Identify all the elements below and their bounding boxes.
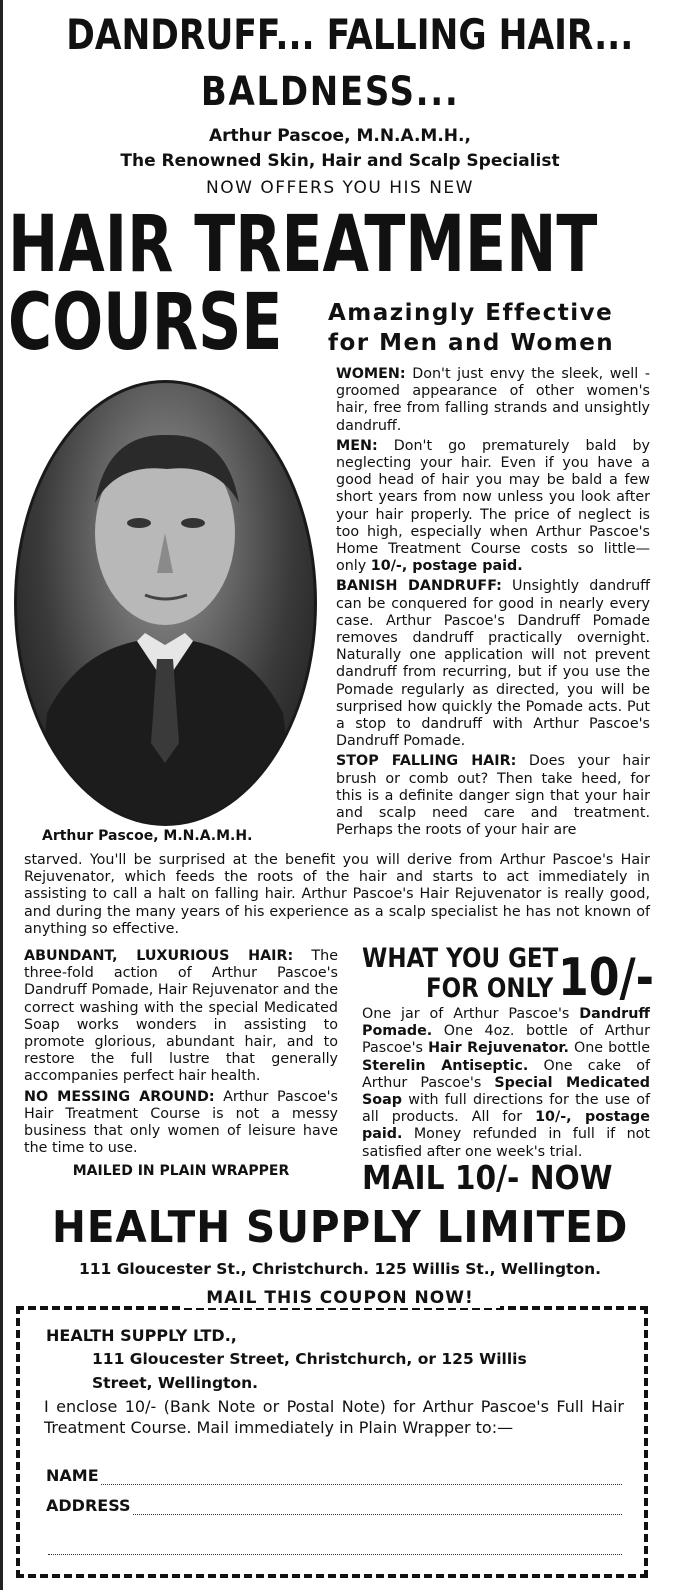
title-line2: COURSE bbox=[8, 284, 283, 362]
women-paragraph bbox=[336, 366, 650, 435]
coupon-extra-row bbox=[48, 1540, 622, 1559]
messing-paragraph bbox=[24, 1089, 338, 1158]
coupon-address-row bbox=[46, 1496, 622, 1515]
offer-text-5: with full directions for the use of all products. All for bbox=[362, 1092, 650, 1126]
coupon-name-row bbox=[46, 1466, 622, 1485]
offer-bold-4: Special Medicated Soap bbox=[362, 1074, 650, 1109]
coupon-enclose-text: I enclose 10/- (Bank Note or Postal Note) for Arthur Pascoe's Full Hair Treatment Course. Mail immediately in Plain Wrapper to:— bbox=[44, 1397, 624, 1437]
banish-text: Unsightly dandruff can be conquered for good in nearly every case. Arthur Pascoe's Dandruff Pomade removes dandruff practically overnight. Naturally one application will not prevent dandruff from recurring, but if you use the Pomade regularly as directed, you will be surprised how quickly the Pomade acts. Put a stop to dandruff with Arthur Pascoe's Dandruff Pomade. bbox=[336, 578, 650, 750]
offer-text-6: Money refunded in full if not satisfied after one week's trial. bbox=[362, 1126, 650, 1160]
men-paragraph bbox=[336, 438, 650, 576]
plain-wrapper-note: MAILED IN PLAIN WRAPPER bbox=[72, 1163, 290, 1180]
coupon-address-line2: Street, Wellington. bbox=[92, 1374, 259, 1392]
title-line1: HAIR TREATMENT bbox=[8, 206, 598, 284]
offer-bold-2: Hair Rejuvenator. bbox=[428, 1040, 569, 1057]
specialist-line: The Renowned Skin, Hair and Scalp Specialist bbox=[120, 151, 560, 171]
offer-text-4: One cake of Arthur Pascoe's bbox=[362, 1057, 650, 1091]
stop-text: Does your hair brush or comb out? Then take heed, for this is a definite danger sign that your hair and scalp need care and treatment. Perhaps the roots of your hair are bbox=[336, 753, 650, 839]
men-text: Don't go prematurely bald by neglecting your hair. Even if you have a good head of hair you may be bald a few short years from now unless you look after your hair properly. The price of neglect is too high, especially when Arthur Pascoe's Home Treatment Course costs so little—only bbox=[336, 437, 650, 575]
portrait-caption: Arthur Pascoe, M.N.A.M.H. bbox=[42, 828, 253, 844]
offer-text-3: One bottle bbox=[568, 1040, 650, 1057]
coupon-address-field[interactable] bbox=[133, 1500, 622, 1515]
offer-line: NOW OFFERS YOU HIS NEW bbox=[206, 178, 474, 198]
coupon-address-line1: 111 Gloucester Street, Christchurch, or 125 Willis bbox=[92, 1350, 527, 1368]
offer-bold-5: 10/-, postage paid. bbox=[362, 1109, 650, 1143]
abundant-paragraph bbox=[24, 948, 338, 1086]
offer-details bbox=[362, 1006, 650, 1161]
left-lower-column bbox=[24, 948, 338, 1181]
title-line1-wrap bbox=[8, 206, 698, 284]
offer-price: 10/- bbox=[558, 948, 654, 1008]
women-heading: WOMEN: bbox=[336, 366, 406, 382]
portrait-illustration bbox=[17, 383, 314, 823]
portrait-photo bbox=[14, 380, 317, 826]
mail-now-wrap bbox=[362, 1158, 662, 1198]
company-addresses: 111 Gloucester St., Christchurch. 125 Willis St., Wellington. bbox=[78, 1260, 602, 1278]
company-name-wrap bbox=[0, 1202, 680, 1254]
coupon-extra-field[interactable] bbox=[48, 1544, 622, 1555]
offer-text-2: One 4oz. bottle of Arthur Pascoe's bbox=[362, 1023, 650, 1057]
what-you-get-heading bbox=[362, 944, 662, 1010]
headline-line2: BALDNESS... bbox=[200, 69, 460, 115]
messing-text: Arthur Pascoe's Hair Treatment Course is not a messy business that only women of leisure have the time to use. bbox=[24, 1088, 338, 1157]
tagline bbox=[328, 298, 658, 358]
men-heading: MEN: bbox=[336, 437, 378, 454]
coupon-address-label: ADDRESS bbox=[46, 1496, 131, 1515]
author-line: Arthur Pascoe, M.N.A.M.H., bbox=[209, 126, 471, 146]
headline-line1: DANDRUFF... FALLING HAIR... bbox=[66, 10, 634, 59]
banish-paragraph bbox=[336, 578, 650, 750]
tagline-line1: Amazingly Effective bbox=[328, 300, 614, 326]
offer-bold-3: Sterelin Antiseptic. bbox=[362, 1057, 529, 1074]
coupon-header: MAIL THIS COUPON NOW! bbox=[180, 1288, 500, 1308]
abundant-text: The three-fold action of Arthur Pascoe's Dandruff Pomade, Hair Rejuvenator and the correct washing with the special Medicated Soap works wonders in assisting to promote glorious, abundant hair, and to restore the full lustre that generally accompanies perfect hair health. bbox=[24, 948, 338, 1085]
headline-line2-wrap bbox=[0, 70, 660, 114]
messing-heading: NO MESSING AROUND: bbox=[24, 1088, 215, 1105]
stop-continued-text: starved. You'll be surprised at the benefit you will derive from Arthur Pascoe's Hair Rejuvenator, which feeds the roots of the hair and starts to act immediately in assisting to call a halt on falling hair. Arthur Pascoe's Hair Rejuvenator is really good, and during the many years of his experience as a scalp specialist he has not known of anything so effective. bbox=[24, 852, 650, 937]
women-text: Don't just envy the sleek, well - groomed appearance of other women's hair, free from falling strands and unsightly dandruff. bbox=[336, 366, 650, 434]
headline-block bbox=[0, 12, 700, 58]
offer-text-1: One jar of Arthur Pascoe's bbox=[362, 1006, 580, 1022]
left-border-rule bbox=[0, 0, 3, 1590]
offer-bold-1: Dandruff Pomade. bbox=[362, 1006, 650, 1040]
company-name: HEALTH SUPPLY LIMITED bbox=[51, 1202, 629, 1253]
coupon-name-label: NAME bbox=[46, 1466, 99, 1485]
what-line1: WHAT YOU GET bbox=[362, 943, 559, 974]
stop-heading: STOP FALLING HAIR: bbox=[336, 753, 517, 770]
abundant-heading: ABUNDANT, LUXURIOUS HAIR: bbox=[24, 948, 294, 964]
men-price: 10/-, postage paid. bbox=[370, 558, 523, 575]
banish-heading: BANISH DANDRUFF: bbox=[336, 578, 502, 595]
coupon-recipient: HEALTH SUPPLY LTD., bbox=[46, 1326, 237, 1345]
coupon-name-field[interactable] bbox=[101, 1470, 622, 1485]
tagline-line2: for Men and Women bbox=[328, 330, 615, 356]
mail-now-text: MAIL 10/- NOW bbox=[362, 1158, 613, 1197]
what-line2: FOR ONLY bbox=[426, 973, 554, 1004]
right-column-text bbox=[336, 366, 650, 839]
title-line2-wrap bbox=[8, 284, 328, 362]
coupon-border bbox=[16, 1306, 648, 1578]
stop-paragraph bbox=[336, 753, 650, 839]
